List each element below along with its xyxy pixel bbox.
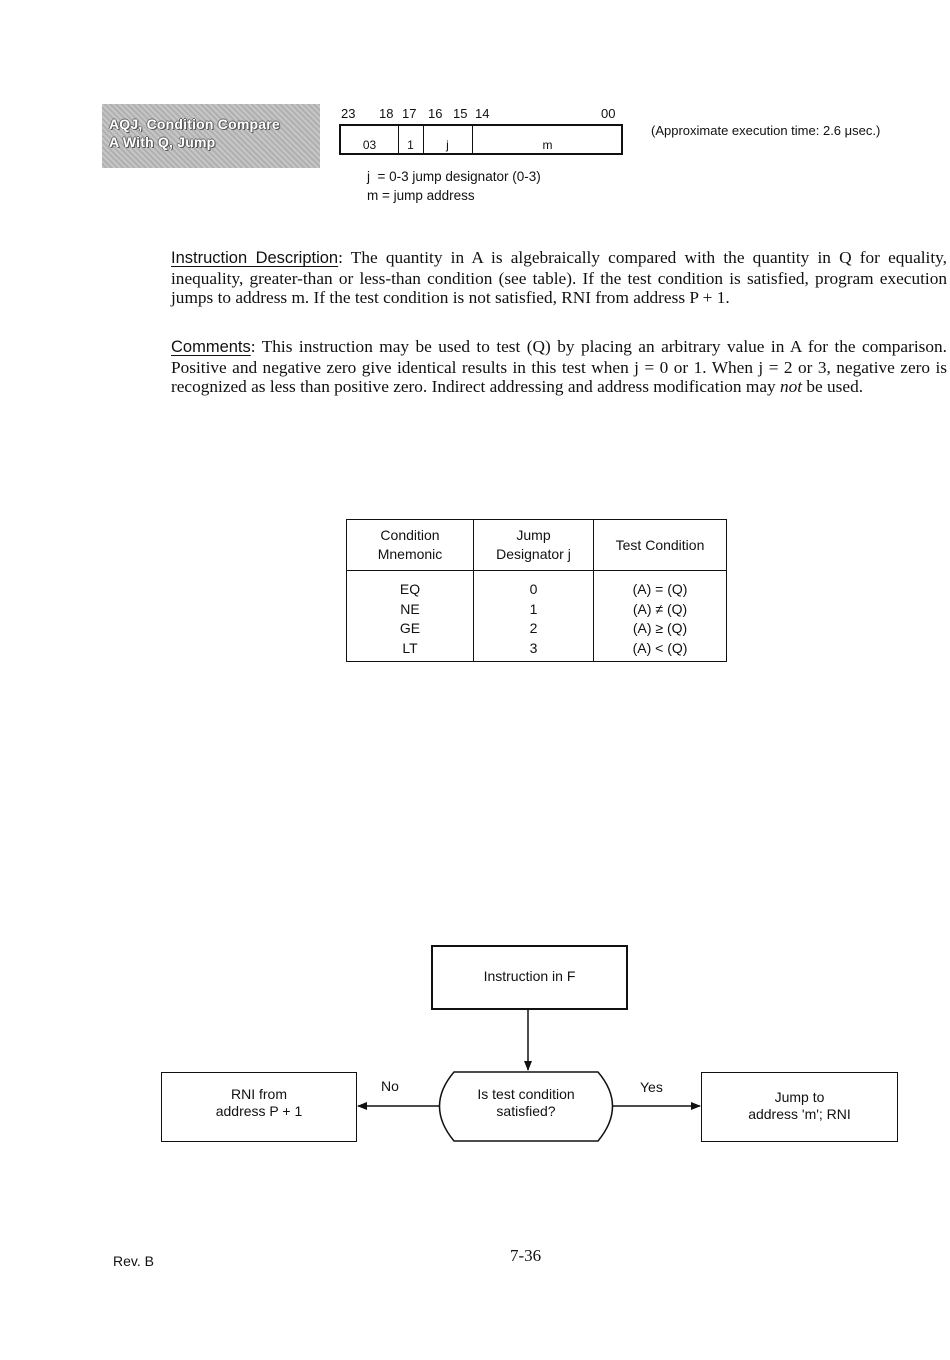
- comments-text-1: : This instruction may be used to test (Q) by placing an arbitrary value in A for the comparison. Positive and negative zero give identical results in this test when j = 0 or 1. When j = 2 or 3, negative zero is recognized as less than positive zero. Indirect addressing and address modification may: [171, 337, 947, 397]
- field-m: m: [542, 138, 553, 152]
- execution-time: (Approximate execution time: 2.6 μsec.): [651, 123, 881, 138]
- yes-box-line-1: Jump to: [774, 1089, 825, 1105]
- flow-yes-box: [701, 1072, 898, 1142]
- flow-no-box: [161, 1072, 357, 1142]
- page-number: 7-36: [510, 1246, 542, 1265]
- header-jump-designator: Jump Designator j: [474, 520, 594, 571]
- header-test-condition: Test Condition: [594, 520, 727, 571]
- description-text: : The quantity in A is algebraically compared with the quantity in Q for equality, inequality, greater-than or less-than condition (see table). If the test condition is satisfied, program execution jumps to address m. If the test condition is not satisfied, RNI from address P + 1.: [171, 248, 947, 308]
- bit-label-23: 23: [341, 106, 356, 121]
- legend-m: m = jump address: [367, 188, 475, 203]
- field-opcode: 03: [362, 138, 377, 152]
- comments-heading: Comments: [171, 338, 251, 356]
- cell-test-condition: (A) ≠ (Q): [594, 600, 727, 620]
- no-box-line-1: RNI from: [231, 1086, 287, 1102]
- revision-label: Rev. B: [113, 1253, 154, 1269]
- flow-decision: [438, 1086, 614, 1120]
- cell-designator: 1: [474, 600, 594, 620]
- flow-start-label: Instruction in F: [483, 968, 576, 984]
- description-heading: Instruction Description: [171, 249, 339, 267]
- cell-test-condition: (A) ≥ (Q): [594, 619, 727, 639]
- flow-no-label: No: [381, 1078, 399, 1094]
- bit-label-17: 17: [402, 106, 417, 121]
- field-j: j: [446, 138, 449, 152]
- cell-mnemonic: GE: [347, 619, 474, 639]
- title-line-2: A With Q, Jump: [109, 134, 216, 150]
- cell-test-condition: (A) < (Q): [594, 639, 727, 662]
- flow-yes-label: Yes: [640, 1079, 663, 1095]
- cell-mnemonic: NE: [347, 600, 474, 620]
- comments-emphasis: not: [779, 377, 803, 397]
- decision-line-2: satisfied?: [496, 1103, 556, 1119]
- cell-designator: 0: [474, 571, 594, 600]
- header-condition-mnemonic: Condition Mnemonic: [347, 520, 474, 571]
- cell-designator: 3: [474, 639, 594, 662]
- bit-label-15: 15: [453, 106, 468, 121]
- no-box-line-2: address P + 1: [215, 1103, 303, 1119]
- cell-mnemonic: EQ: [347, 571, 474, 600]
- bit-label-00: 00: [601, 106, 616, 121]
- cell-designator: 2: [474, 619, 594, 639]
- field-bit-1: 1: [407, 138, 414, 152]
- title-line-1: AQJ, Condition Compare: [109, 116, 280, 132]
- decision-line-1: Is test condition: [477, 1086, 575, 1102]
- bit-label-18: 18: [379, 106, 394, 121]
- cell-test-condition: (A) = (Q): [594, 571, 727, 600]
- legend-j: j = 0-3 jump designator (0-3): [367, 169, 541, 184]
- comments-text-2: be used.: [802, 377, 864, 397]
- cell-mnemonic: LT: [347, 639, 474, 662]
- bit-label-16: 16: [428, 106, 443, 121]
- yes-box-line-2: address 'm'; RNI: [748, 1106, 851, 1122]
- bit-label-14: 14: [475, 106, 490, 121]
